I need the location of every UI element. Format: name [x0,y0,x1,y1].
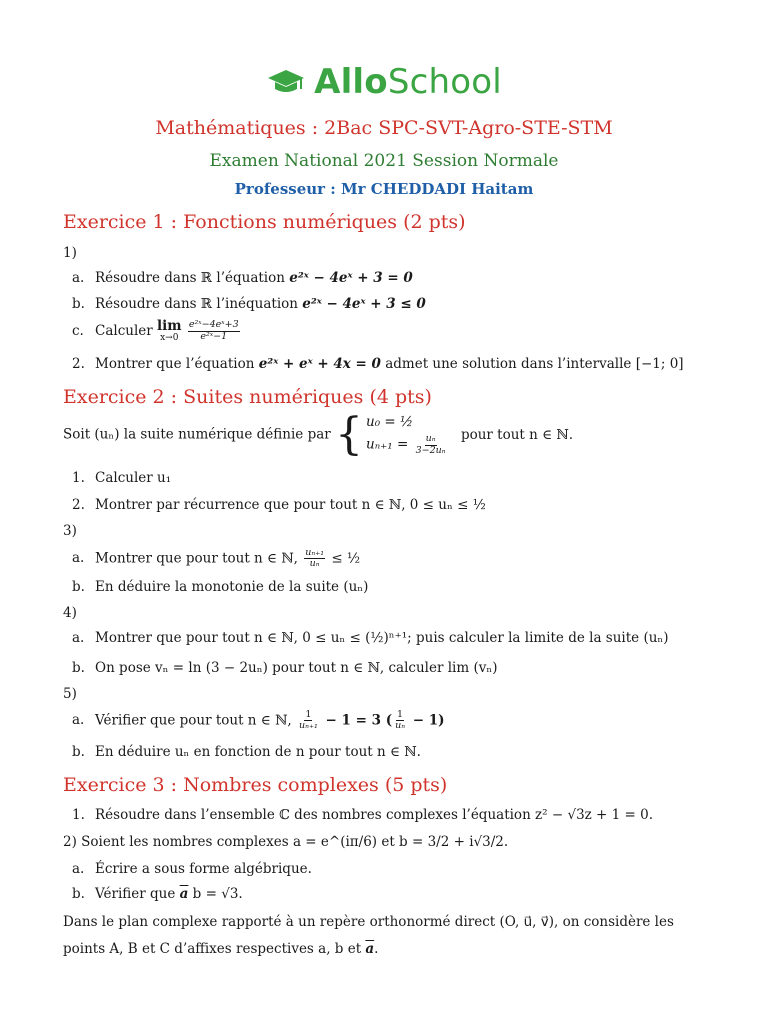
ex2-q3b [72,579,368,595]
ex2-intro [63,409,574,460]
item-label: 1. [72,807,85,823]
ex3-q2: 2) Soient les nombres complexes a = e^(iπ/6) et b = 3/2 + i√3/2. [63,834,509,850]
item-label: b. [72,660,85,676]
item-label: 1. [72,470,85,486]
exercise-2-title: Exercice 2 : Suites numériques (4 pts) [63,386,432,408]
fraction-den: 3−2uₙ [415,444,446,456]
ex2-q5b [72,744,421,760]
item-text: Montrer que pour tout n ∈ ℕ, [95,550,303,567]
item-mid: − 1 = 3 ( [320,712,393,729]
system-row-2-lhs: uₙ₊₁ = [366,436,413,453]
conjugate-a: $\overline{a}$ [179,886,189,902]
item-label: b. [72,744,85,760]
item-math: e²ˣ − 4eˣ + 3 ≤ 0 [302,296,426,312]
sequence-system [335,409,449,460]
item-tail: ≤ ½ [327,550,361,567]
ex1-q1a [72,270,413,286]
item-text: Résoudre dans ℝ l’équation [95,270,290,286]
item-label: 2. [72,497,85,513]
points-text: points A, B et C d’affixes respectives a, b et [63,941,366,957]
item-text-2: b = √3. [188,886,243,902]
fraction-den: uₙ [395,720,406,732]
professor-name: Professeur : Mr CHEDDADI Haitam [234,180,534,198]
graduation-cap-icon [266,67,306,97]
logo-text [314,62,502,102]
item-text: Montrer par récurrence que pour tout n ∈ ℕ, 0 ≤ uₙ ≤ ½ [95,497,486,513]
fraction-num: 1 [305,709,312,720]
ex2-q3a [72,548,360,570]
ex2-q1 [72,470,171,486]
logo [0,62,768,102]
fraction-num: e²ˣ−4eˣ+3 [188,319,239,331]
system-rows [366,414,449,456]
subject-title: Mathématiques : 2Bac SPC-SVT-Agro-STE-STM [155,117,613,139]
item-text-2: admet une solution dans l’intervalle [−1; 0] [380,356,684,372]
ex1-q1b [72,296,426,312]
item-tail: − 1) [408,712,445,729]
brace: { [335,409,364,460]
item-math: e²ˣ + eˣ + 4x = 0 [258,356,381,372]
ex3-points-text [63,941,378,957]
limit-operator [157,320,182,343]
item-text: En déduire la monotonie de la suite (uₙ) [95,579,369,595]
limit-fraction [188,320,240,342]
exercise-3-title: Exercice 3 : Nombres complexes (5 pts) [63,774,448,796]
system-fraction [415,434,447,456]
item-label: a. [72,550,85,567]
item-text: Calculer [95,322,158,339]
fraction-num: uₙ [425,433,436,445]
ex1-q1c [72,320,242,343]
ex2-q4b [72,660,497,676]
ex1-q1-label: 1) [63,245,77,261]
exercise-1-title: Exercice 1 : Fonctions numériques (2 pts) [63,211,466,233]
item-text: En déduire uₙ en fonction de n pour tout n ∈ ℕ. [95,744,421,760]
ex3-plane-text: Dans le plan complexe rapporté à un repère orthonormé direct (O, u⃗, v⃗), on considère les [63,914,674,930]
limit-word: lim [157,318,182,334]
fraction-num: 1 [397,709,404,720]
points-text-2: . [374,941,379,957]
exam-title: Examen National 2021 Session Normale [209,151,559,171]
ratio-fraction [304,548,325,570]
fraction-num: uₙ₊₁ [305,547,325,558]
ex2-q3-label: 3) [63,523,77,539]
ex1-q2 [72,356,684,372]
item-label: a. [72,630,85,646]
item-text: On pose vₙ = ln (3 − 2uₙ) pour tout n ∈ ℕ, calculer lim (vₙ) [95,660,498,676]
item-text: Écrire a sous forme algébrique. [95,861,312,877]
fraction-b [394,710,406,732]
item-text: Vérifier que [95,886,180,902]
ex3-q2b [72,886,243,902]
item-text: Calculer u₁ [95,470,172,486]
item-label: c. [72,322,84,339]
limit-sub: x→0 [160,332,179,343]
item-text: Montrer que l’équation [95,356,259,372]
fraction-den: uₙ₊₁ [299,720,318,732]
item-label: a. [72,861,85,877]
item-label: a. [72,712,85,729]
item-label: 2. [72,356,85,372]
ex2-q2 [72,497,486,513]
item-label: a. [72,270,85,286]
ex3-q2a [72,861,312,877]
item-label: b. [72,886,85,902]
conjugate-a: $\overline{a}$ [365,941,375,957]
item-text: Vérifier que pour tout n ∈ ℕ, [95,712,296,729]
item-label: b. [72,579,85,595]
item-label: b. [72,296,85,312]
item-text: Montrer que pour tout n ∈ ℕ, 0 ≤ uₙ ≤ (½)ⁿ⁺¹; puis calculer la limite de la suite (uₙ) [95,630,669,646]
item-text: Résoudre dans l’ensemble ℂ des nombres complexes l’équation z² − √3z + 1 = 0. [95,807,654,823]
ex2-q4a [72,630,669,646]
intro-text-2: pour tout n ∈ ℕ. [460,426,574,443]
ex2-q5-label: 5) [63,686,77,702]
logo-light: School [387,62,502,102]
item-math: e²ˣ − 4eˣ + 3 = 0 [289,270,413,286]
ex2-q5a [72,710,445,732]
ex2-q4-label: 4) [63,605,77,621]
system-row-1: u₀ = ½ [366,414,414,431]
intro-text: Soit (uₙ) la suite numérique définie par [63,426,331,443]
ex3-q1 [72,807,653,823]
fraction-a [298,710,319,732]
logo-bold: Allo [314,62,388,102]
item-text: Résoudre dans ℝ l’inéquation [95,296,303,312]
fraction-den: e²ˣ−1 [200,330,228,342]
system-row-2 [366,434,449,456]
fraction-den: uₙ [309,558,320,570]
